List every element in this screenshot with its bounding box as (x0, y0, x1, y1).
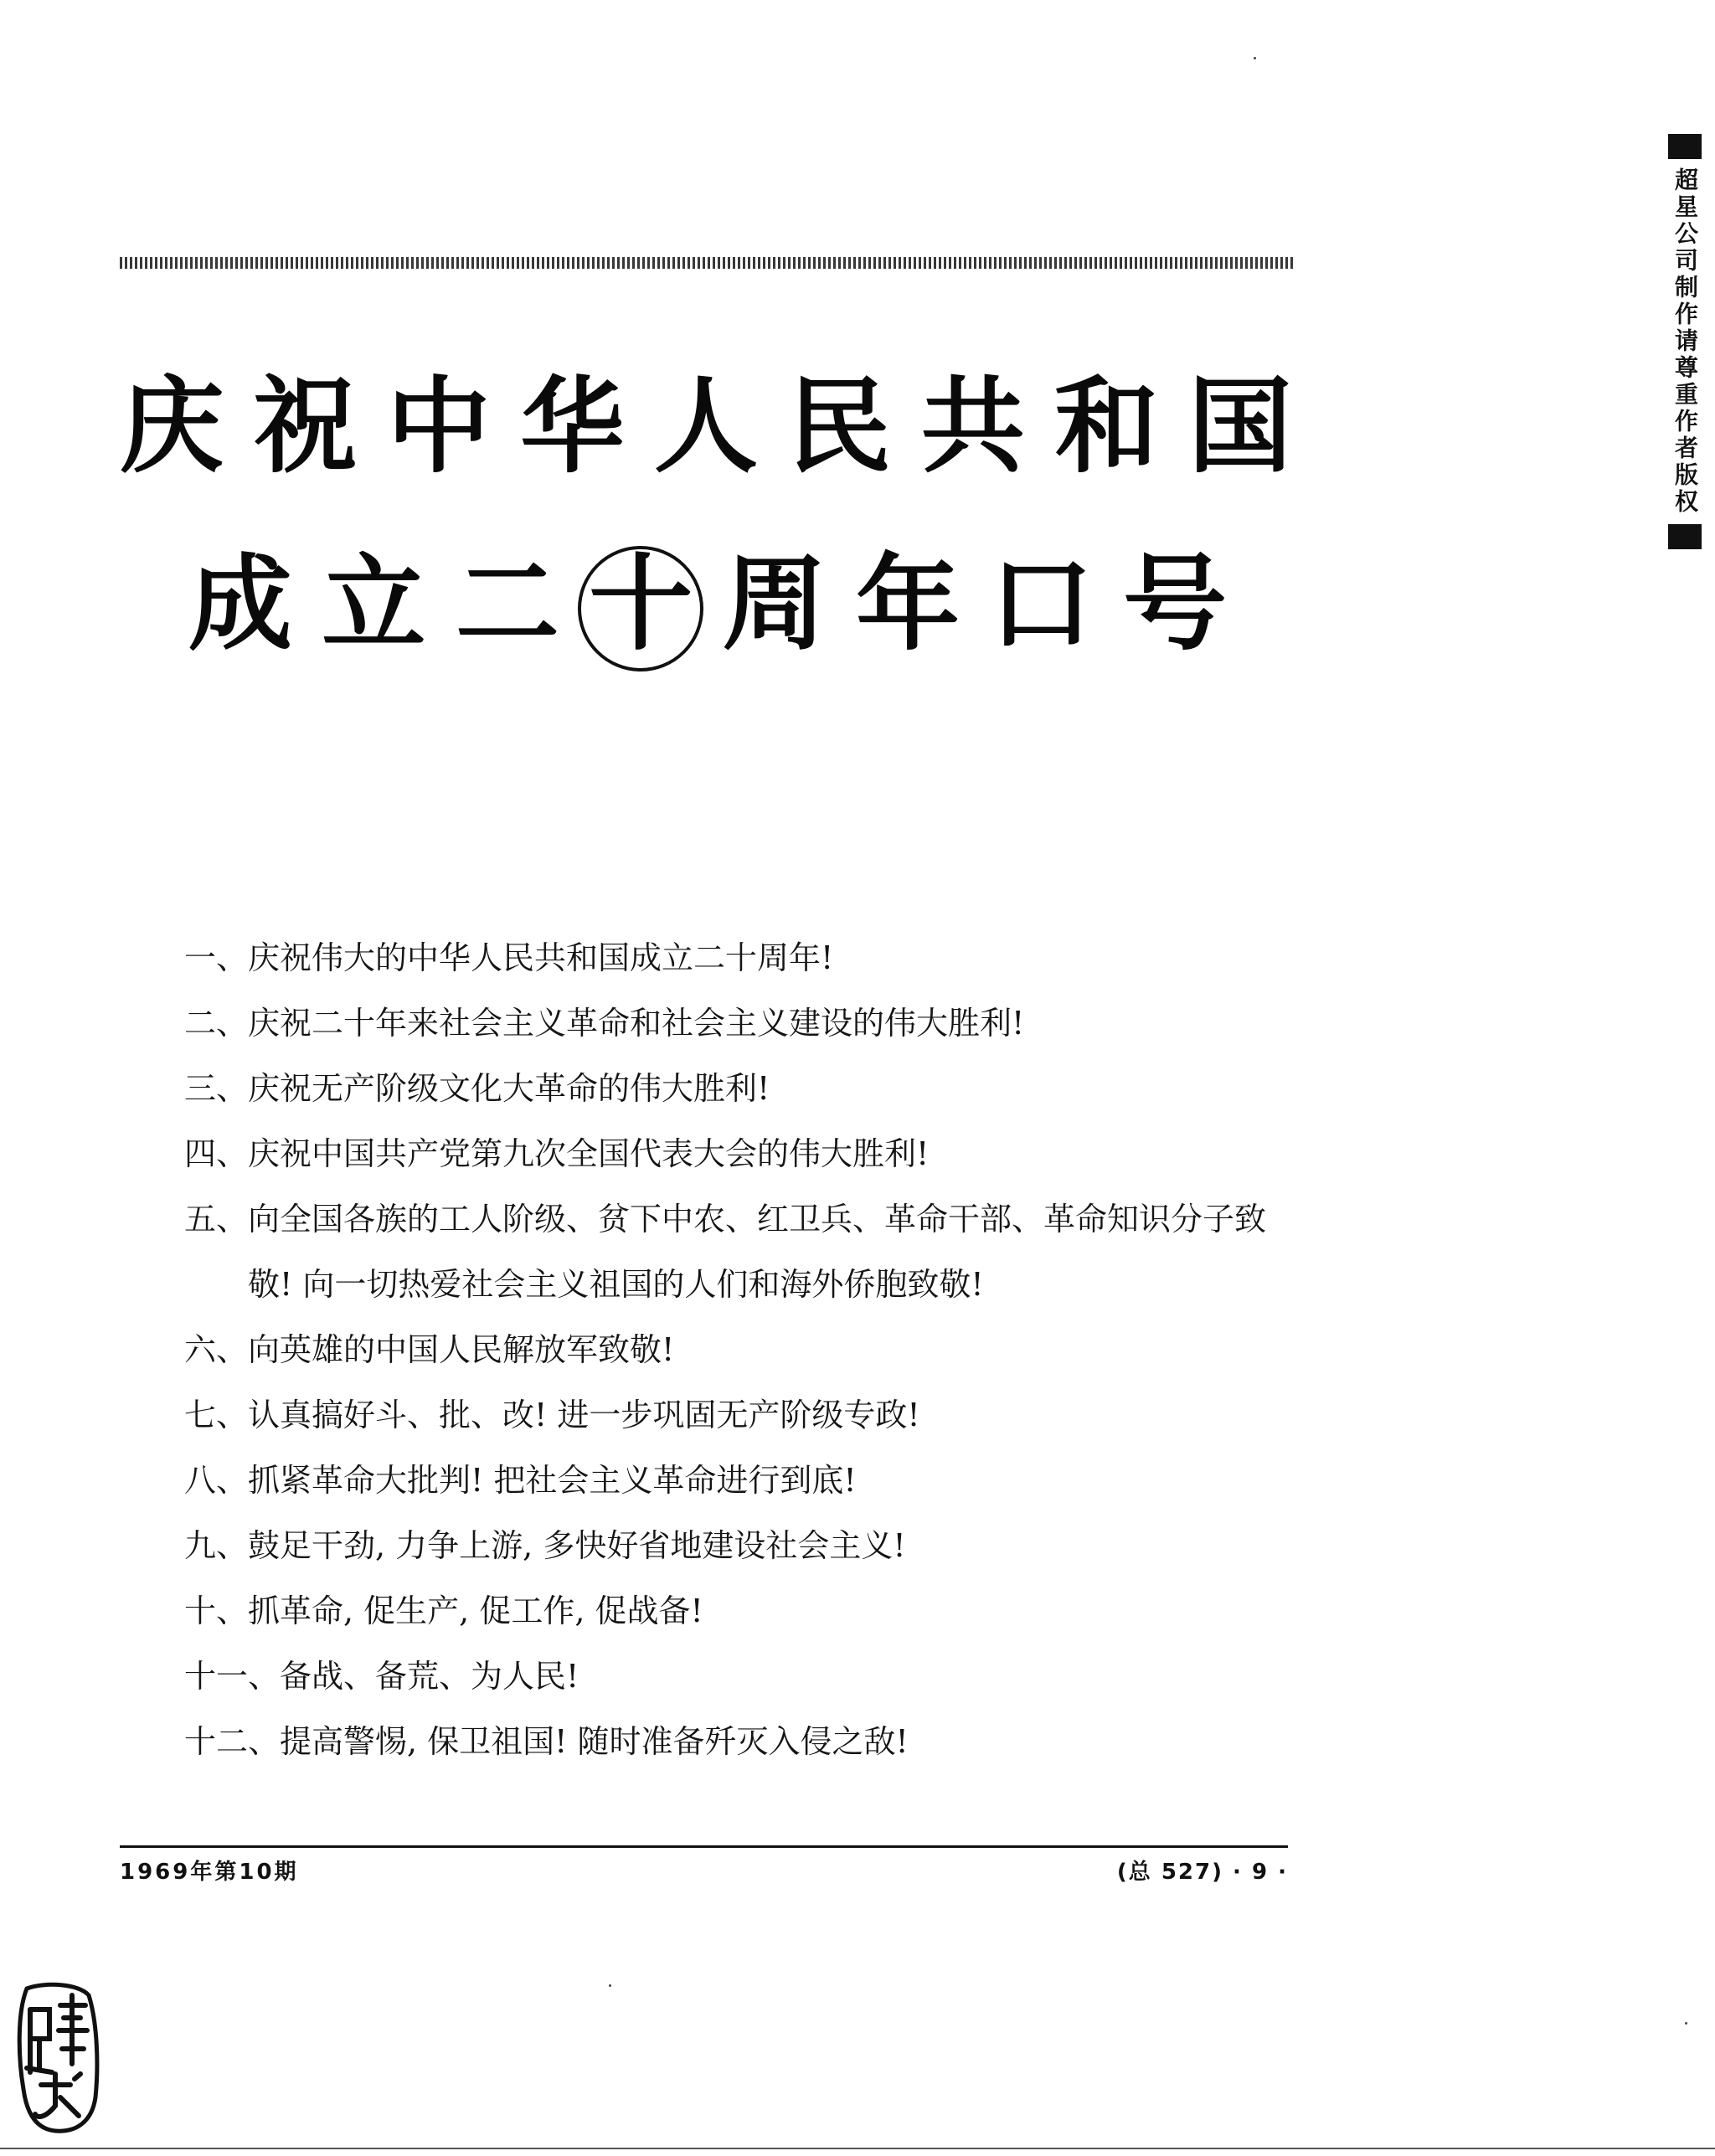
dotted-rule (120, 257, 1294, 269)
slogan-number: 八、 (184, 1462, 249, 1499)
slogan-number: 四、 (184, 1135, 249, 1172)
slogan-number: 十、 (184, 1593, 249, 1629)
slogan-text: 庆祝无产阶级文化大革命的伟大胜利! (248, 1070, 770, 1107)
slogan-text: 庆祝中国共产党第九次全国代表大会的伟大胜利! (248, 1135, 930, 1172)
title-char: 国 (1187, 367, 1292, 487)
slogan-item (184, 1317, 1306, 1382)
copyright-side-notice (1666, 134, 1703, 549)
title-char: 祝 (253, 367, 358, 487)
slogan-number: 十一、 (184, 1658, 281, 1695)
title-char: 号 (1122, 544, 1227, 665)
title-char: 共 (920, 367, 1025, 487)
slogan-item (184, 1578, 1306, 1644)
title-char: 立 (322, 544, 426, 665)
slogan-text: 抓革命, 促生产, 促工作, 促战备! (248, 1593, 703, 1629)
page-bottom-edge (0, 2148, 1715, 2149)
circled-char-text: 十 (589, 544, 693, 665)
slogan-text: 抓紧革命大批判! 把社会主义革命进行到底! (248, 1462, 857, 1499)
slogan-text: 向全国各族的工人阶级、贫下中农、红卫兵、革命干部、革命知识分子致敬! 向一切热爱社会主义祖国的人们和海外侨胞致敬! (248, 1201, 1267, 1303)
slogan-text: 向英雄的中国人民解放军致敬! (248, 1331, 675, 1368)
title-char: 二 (455, 544, 559, 665)
slogan-item (184, 1382, 1306, 1448)
slogan-number: 七、 (184, 1397, 249, 1433)
slogan-item (184, 925, 1306, 991)
slogan-text: 备战、备荒、为人民! (280, 1658, 579, 1695)
slogan-item (184, 1513, 1306, 1578)
slogan-number: 十二、 (184, 1723, 281, 1760)
title-line-2 (188, 544, 1227, 665)
slogan-list (184, 925, 1306, 1774)
title-char: 和 (1054, 367, 1159, 487)
scan-speck (609, 1984, 611, 1987)
slogan-text: 认真搞好斗、批、改! 进一步巩固无产阶级专政! (248, 1397, 920, 1433)
slogan-text: 鼓足干劲, 力争上游, 多快好省地建设社会主义! (248, 1527, 906, 1564)
slogan-item (184, 1186, 1306, 1317)
slogan-number: 九、 (184, 1527, 249, 1564)
slogan-text: 庆祝二十年来社会主义革命和社会主义建设的伟大胜利! (248, 1005, 1025, 1042)
title-char: 周 (722, 544, 827, 665)
slogan-number: 一、 (184, 939, 249, 976)
slogan-item (184, 1644, 1306, 1709)
title-char: 民 (787, 367, 892, 487)
slogan-item (184, 1709, 1306, 1774)
slogan-text: 提高警惕, 保卫祖国! 随时准备歼灭入侵之敌! (280, 1723, 909, 1760)
slogan-text: 庆祝伟大的中华人民共和国成立二十周年! (248, 939, 834, 976)
slogan-item (184, 991, 1306, 1056)
title-char: 人 (653, 367, 758, 487)
issue-label: 1969年第10期 (120, 1860, 299, 1885)
slogan-number: 三、 (184, 1070, 249, 1107)
slogan-item (184, 1448, 1306, 1513)
title-char: 口 (989, 544, 1094, 665)
scan-speck (1685, 2022, 1687, 2025)
side-bar-bottom (1668, 524, 1702, 549)
title-line-1 (120, 367, 1292, 487)
title-char: 中 (386, 367, 491, 487)
page-number: (总 527) · 9 · (1116, 1860, 1288, 1885)
slogan-number: 六、 (184, 1331, 249, 1368)
slogan-number: 二、 (184, 1005, 249, 1042)
footer-rule (120, 1845, 1288, 1848)
slogan-number: 五、 (184, 1201, 249, 1238)
side-bar-top (1668, 134, 1702, 159)
title-char: 年 (856, 544, 961, 665)
library-seal-stamp (12, 1980, 102, 2135)
title-char: 成 (188, 544, 293, 665)
hand-drawn-circle-mark (578, 546, 703, 671)
slogan-item (184, 1121, 1306, 1186)
scan-speck (1254, 57, 1256, 59)
slogan-item (184, 1056, 1306, 1121)
circled-title-char (589, 544, 693, 665)
title-char: 华 (520, 367, 625, 487)
title-char: 庆 (120, 367, 224, 487)
copyright-text: 超星公司制作请尊重作者版权 (1671, 167, 1699, 516)
